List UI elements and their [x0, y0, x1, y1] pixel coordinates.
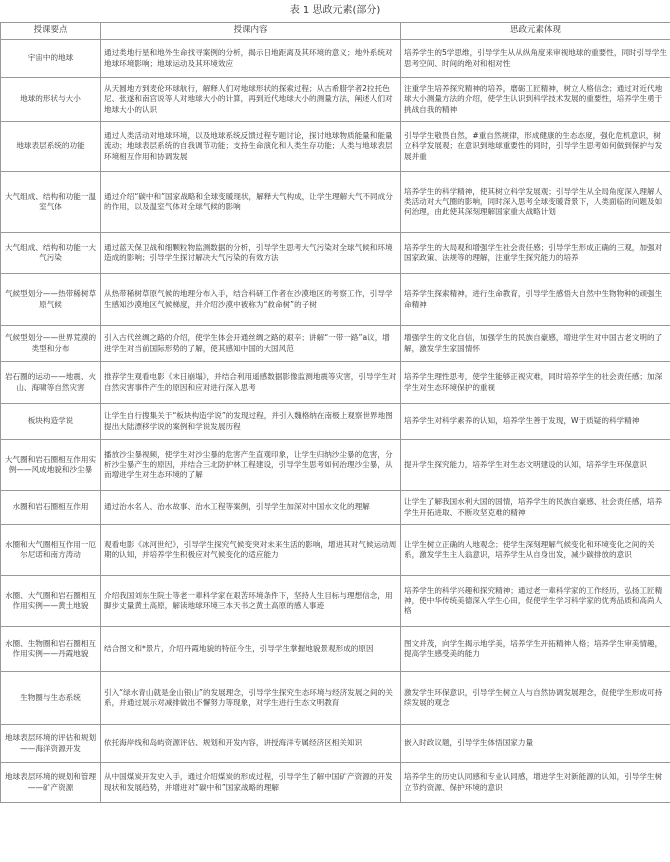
ideology-element-cell: 培养学生的5学思维，引导学生从从纵角度来审视地球的重要性，同时引导学生思考空间、时间的绝对和相对性: [401, 40, 670, 78]
teaching-point-cell: 气候型划分——世界荒漠的类型和分布: [1, 326, 101, 362]
teaching-point-cell: 大气圈和岩石圈相互作用实例——风成地貌和沙尘暴: [1, 440, 101, 491]
header-teaching-content: 授课内容: [101, 23, 401, 40]
teaching-content-cell: 介绍我国刘东生院士等老一辈科学家在艰苦环境条件下，坚持人生目标与理想信念，用脚步丈量黄土高原，解读地球环境三本天书之黄土高原的感人事迹: [101, 576, 401, 627]
teaching-point-cell: 气候型划分——热带稀树草原气候: [1, 274, 101, 326]
teaching-point-cell: 地球表层环境的规划和管理——矿产资源: [1, 763, 101, 803]
table-row: [1, 172, 670, 233]
teaching-point-cell: 水圈、大气圈和岩石圈相互作用实例——黄土地貌: [1, 576, 101, 627]
ideology-element-cell: 图文并茂，向学生揭示地学美，培养学生开拓精神人格；培养学生审美情趣，提高学生感受美的能力: [401, 627, 670, 672]
table-row: [1, 362, 670, 404]
table-row: [1, 576, 670, 627]
ideology-element-cell: 培养学生的历史认同感和专业认同感，增进学生对新能源的认知，引导学生树立节约资源、保护环境的意识: [401, 763, 670, 803]
table-row: [1, 122, 670, 172]
ideology-element-cell: 注重学生培养探究精神的培养，磨砺工匠精神，树立人格信念；通过对近代地球大小测量方法的介绍，使学生认识到科学技术发展的重要性，培养学生勇于挑战自我的精神: [401, 78, 670, 122]
ideology-element-cell: 引导学生敬畏自然，#重自然规律，形成健康的生态态度，强化危机意识，树立科学发展观；在意识到地球重要性的同时，引导学生思考如何做到保护与发展并重: [401, 122, 670, 172]
table-row: [1, 404, 670, 440]
ideology-element-cell: 培养学生探索精神，进行生命教育，引导学生感悟大自然中生物物种的顽强生命精神: [401, 274, 670, 326]
table-row: [1, 233, 670, 274]
teaching-content-cell: 引入古代丝绸之路的介绍，使学生体会开通丝绸之路的艰辛；讲解“一带一路”a议，增进学生对当前国际形势的了解，使其感知中国的大国风范: [101, 326, 401, 362]
table-row: [1, 326, 670, 362]
teaching-content-cell: 播放沙尘暴视频，使学生对沙尘暴的危害产生直观印象，让学生归纳沙尘暴的危害，分析沙尘暴产生的原因，并结合三北防护林工程建设，引导学生思考如何治理沙尘暴，从而增进学生对生态环境的了解: [101, 440, 401, 491]
teaching-content-cell: 让学生自行搜集关于“板块构造学说”的发现过程，并引入魏格纳在南极上观察世界地图提出大陆漂移学说的案例和学说发展历程: [101, 404, 401, 440]
teaching-content-cell: 通过人类活动对地球环境，以及地球系统反馈过程专题讨论，探讨地球物质能量和能量流动；地球表层系统的自我调节功能；支持生命演化和人类生存功能；人类与地球表层环境相互作用和协调发展: [101, 122, 401, 172]
table-header-row: [1, 23, 670, 40]
teaching-content-cell: 通过类地行星和地外生命找寻案例的分析，揭示日地距离及其环境的意义；地外系统对地球环境影响；地球运动及其环境效应: [101, 40, 401, 78]
teaching-content-cell: 通过治水名人、治水故事、治水工程等案例，引导学生加深对中国水文化的理解: [101, 491, 401, 525]
ideology-element-cell: 培养学生理性思考，使学生能够正视灾难，同时培养学生的社会责任感；加深学生对生态环境保护的重视: [401, 362, 670, 404]
ideology-element-cell: 激发学生环保意识，引导学生树立人与自然协调发展理念，促使学生形成可持续发展的观念: [401, 672, 670, 725]
teaching-content-cell: 从中国煤炭开发史入手，通过介绍煤炭的形成过程，引导学生了解中国矿产资源的开发现状和发展趋势，并增进对“碳中和”国家战略的理解: [101, 763, 401, 803]
ideology-element-cell: 培养学生对科学素养的认知，培养学生善于发现，W于质疑的科学精神: [401, 404, 670, 440]
teaching-point-cell: 地球表层系统的功能: [1, 122, 101, 172]
teaching-content-cell: 通过蓝天保卫战和细颗粒物监测数据的分析，引导学生思考大气污染对全球气候和环境造成的影响；引导学生探讨解决大气污染的有效方法: [101, 233, 401, 274]
ideology-element-cell: 增强学生的文化自信，加强学生的民族自豪感，增进学生对中国古老文明的了解，激发学生家国情怀: [401, 326, 670, 362]
header-teaching-point: 授课要点: [1, 23, 101, 40]
teaching-point-cell: 水圈和大气圈相互作用一厄尔尼诺和南方涛动: [1, 525, 101, 576]
ideology-element-cell: 让学生树立正确的人地观念；使学生深刻理解气候变化和环境变化之间的关系，激发学生主人翁意识，培养学生从自身出发，减少碳排放的意识: [401, 525, 670, 576]
table-row: [1, 763, 670, 803]
table-caption: 表 1 思政元素(部分): [289, 5, 381, 16]
ideology-element-cell: 培养学生的大局观和增强学生社会责任感；引导学生形成正确的三观，加强对国家政策、法规等的理解，注重学生探究能力的培养: [401, 233, 670, 274]
teaching-content-cell: 推荐学生观看电影《末日崩塌》，并结合利用遥感数据影像监测地震等灾害，引导学生对自然灾害事件产生的原因和应对进行深入思考: [101, 362, 401, 404]
teaching-content-cell: 从热带稀树草原气候的地理分布入手，结合科研工作者在沙漠地区的考察工作，引导学生感知沙漠地区气候梯度，并介绍沙漠中被称为“救命树”的子树: [101, 274, 401, 326]
ideology-element-cell: 嵌入时政议题，引导学生体悟国家力量: [401, 725, 670, 763]
table-row: [1, 40, 670, 78]
table-row: [1, 491, 670, 525]
teaching-content-cell: 观看电影《冰河世纪》，引导学生探究气候变突对未来生活的影响，增进其对气候运动周期的认知，并培养学生积极应对气候变化的适应能力: [101, 525, 401, 576]
ideology-element-cell: 让学生了解我国水利大国的国情，培养学生的民族自豪感、社会责任感，培养学生开拓进取、不断攻坚克难的精神: [401, 491, 670, 525]
teaching-point-cell: 大气组成、结构和功能一大气污染: [1, 233, 101, 274]
table-row: [1, 725, 670, 763]
ideology-elements-table: [0, 22, 670, 803]
teaching-point-cell: 水圈、生物圈和岩石圈相互作用实例——丹霞地貌: [1, 627, 101, 672]
teaching-point-cell: 水圈和岩石圈相互作用: [1, 491, 101, 525]
table-row: [1, 627, 670, 672]
ideology-element-cell: 培养学生的科学精神，使其树立科学发展观；引导学生从全局角度深入理解人类活动对大气圈的影响，同时深入思考全球变暖背景下，人类面临的问题及如何治理，由此使其深刻理解国家重大战略计划: [401, 172, 670, 233]
teaching-content-cell: 通过介绍“碳中和”国家战略和全球变暖现状，解释大气构成，让学生理解大气不同成分的作用，以及温室气体对全球气候的影响: [101, 172, 401, 233]
teaching-content-cell: 引入“绿水青山就是金山银山”的发展理念，引导学生探究生态环境与经济发展之间的关系，并通过展示对减排做出不懈努力等现象，对学生进行生态文明教育: [101, 672, 401, 725]
table-row: [1, 440, 670, 491]
teaching-point-cell: 地球的形状与大小: [1, 78, 101, 122]
teaching-point-cell: 大气组成、结构和功能一温室气体: [1, 172, 101, 233]
teaching-content-cell: 从天圆地方到麦伦环球航行，解释人们对地球形状的探索过程；从古希腊学者2拉托色尼、张遂和南宫说等人对地球大小的计算，再到近代地球大小的测量方法，阐述人们对地球大小的认识: [101, 78, 401, 122]
table-body: [1, 40, 670, 803]
teaching-point-cell: 板块构造学说: [1, 404, 101, 440]
teaching-content-cell: 依托海岸线和岛屿资源评估、规划和开发内容，讲授海洋专属经济区相关知识: [101, 725, 401, 763]
header-ideology-element: 思政元素体现: [401, 23, 670, 40]
teaching-content-cell: 结合图文和*景片，介绍丹霞地貌的特征今生，引导学生掌握地貌景观形成的原因: [101, 627, 401, 672]
teaching-point-cell: 生物圈与生态系统: [1, 672, 101, 725]
teaching-point-cell: 岩石圈的运动——地震、火山、海啸等自然灾害: [1, 362, 101, 404]
table-row: [1, 78, 670, 122]
ideology-element-cell: 提升学生探究能力，培养学生对生态文明建设的认知，培养学生环保意识: [401, 440, 670, 491]
ideology-element-cell: 培养学生的科学兴趣和探究精神；通过老一辈科学家的工作经历，弘扬工匠精神，使中华传统美德深入学生心田，促使学生学习科学家的优秀品质和高尚人格: [401, 576, 670, 627]
table-row: [1, 672, 670, 725]
table-row: [1, 525, 670, 576]
teaching-point-cell: 宇宙中的地球: [1, 40, 101, 78]
table-row: [1, 274, 670, 326]
teaching-point-cell: 地球表层环境的评估和规划——海洋资源开发: [1, 725, 101, 763]
